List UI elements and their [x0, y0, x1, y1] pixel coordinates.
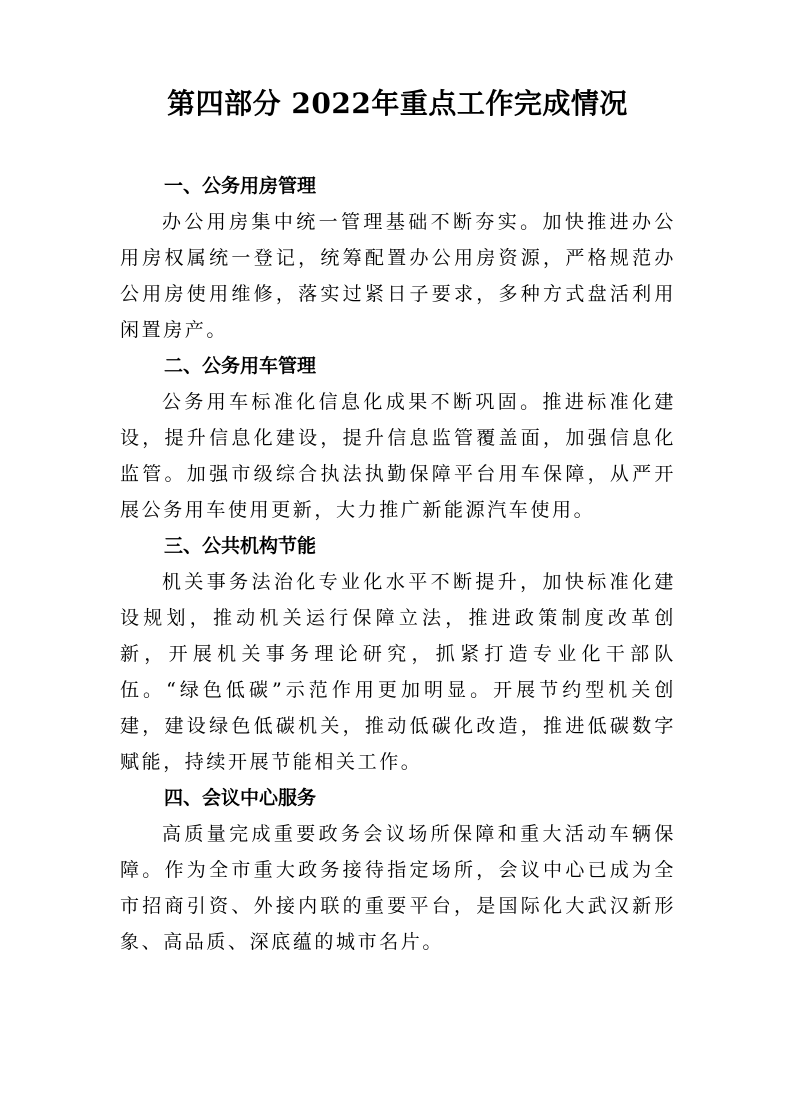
section-paragraph: 公务用车标准化信息化成果不断巩固。推进标准化建设，提升信息化建设，提升信息监管覆盖面，加强信息化监管。加强市级综合执法执勤保障平台用车保障，从严开展公务用车使用更新，大力推广新能源汽车使用。 [120, 391, 676, 521]
section-heading: 二、公务用车管理 [164, 355, 317, 377]
section-conference-center [120, 780, 676, 960]
section-paragraph: 机关事务法治化专业化水平不断提升，加快标准化建设规划，推动机关运行保障立法，推进政策制度改革创新，开展机关事务理论研究，抓紧打造专业化干部队伍。“绿色低碳”示范作用更加明显。开展节约型机关创建，建设绿色低碳机关，推动低碳化改造，推进低碳数字赋能，持续开展节能相关工作。 [120, 571, 676, 773]
section-paragraph: 办公用房集中统一管理基础不断夯实。加快推进办公用房权属统一登记，统筹配置办公用房资源，严格规范办公用房使用维修，落实过紧日子要求，多种方式盘活利用闲置房产。 [120, 211, 676, 341]
document-body [120, 168, 676, 960]
section-paragraph: 高质量完成重要政务会议场所保障和重大活动车辆保障。作为全市重大政务接待指定场所，会议中心已成为全市招商引资、外接内联的重要平台，是国际化大武汉新形象、高品质、深底蕴的城市名片。 [120, 823, 676, 953]
section-heading: 三、公共机构节能 [164, 535, 317, 557]
section-heading: 一、公务用房管理 [164, 175, 317, 197]
page-title: 第四部分 2022年重点工作完成情况 [167, 87, 628, 120]
section-official-vehicles [120, 348, 676, 528]
section-office-housing [120, 168, 676, 348]
section-energy-saving [120, 528, 676, 780]
section-heading: 四、会议中心服务 [164, 787, 317, 809]
